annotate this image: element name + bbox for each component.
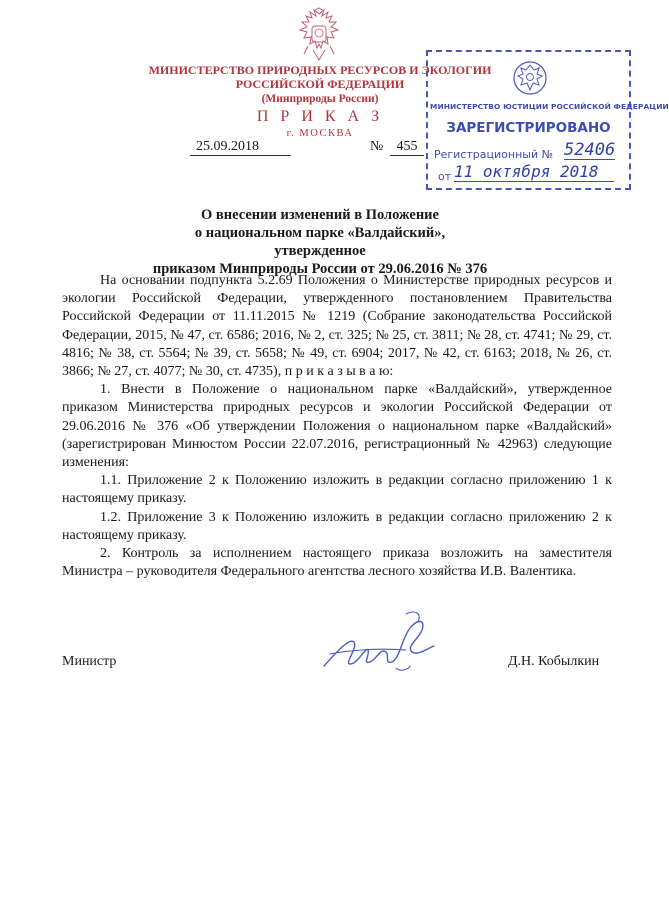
- stamp-coat-of-arms-icon: [512, 60, 548, 96]
- order-number-label: №: [370, 139, 384, 154]
- order-date: 25.09.2018: [190, 139, 291, 156]
- body-paragraph-item-2: 2. Контроль за исполнением настоящего приказа возложить на заместителя Министра – руководителя Федерального агентства лесного хозяйства И.В. Валентика.: [62, 546, 612, 580]
- order-number: 455: [390, 139, 424, 156]
- stamp-ministry-name: МИНИСТЕРСТВО ЮСТИЦИИ РОССИЙСКОЙ ФЕДЕРАЦИИ: [430, 102, 669, 111]
- stamp-reg-number: 52406: [564, 140, 616, 160]
- coat-of-arms-icon: [294, 8, 344, 62]
- body-paragraph-item-1: 1. Внести в Положение о национальном парке «Валдайский», утвержденное приказом Министерства природных ресурсов и экологии Российской Федерации от 29.06.2016 № 376 «Об утверждении Положения о национальном парке «Валдайский» (зарегистрирован Минюстом России 22.07.2016, регистрационный № 42963) следующие изменения:: [62, 382, 612, 471]
- ministry-name-line2: РОССИЙСКОЙ ФЕДЕРАЦИИ: [235, 77, 405, 91]
- document-heading: [150, 206, 490, 278]
- body-paragraph-item-1-2: 1.2. Приложение 3 к Положению изложить в редакции согласно приложению 2 к настоящему приказу.: [62, 509, 612, 543]
- document-type: П Р И К А З: [256, 108, 384, 125]
- handwritten-signature: [310, 608, 460, 683]
- ministry-name-line1: МИНИСТЕРСТВО ПРИРОДНЫХ РЕСУРСОВ И ЭКОЛОГИИ: [148, 63, 492, 77]
- stamp-registered-text: ЗАРЕГИСТРИРОВАНО: [446, 120, 611, 136]
- city: г. МОСКВА: [286, 128, 354, 139]
- stamp-reg-number-label: Регистрационный №: [434, 148, 554, 161]
- heading-line2: о национальном парке «Валдайский», утвержденное: [194, 225, 446, 259]
- signatory-name: Д.Н. Кобылкин: [508, 654, 600, 669]
- heading-line1: О внесении изменений в Положение: [201, 207, 439, 223]
- stamp-from-label: от: [438, 170, 452, 183]
- stamp-from-date: 11 октября 2018: [454, 163, 614, 182]
- body-paragraph-basis: На основании подпункта 5.2.69 Положения о Министерстве природных ресурсов и экологии Российской Федерации, утвержденного постановлением Правительства Российской Федерации от 11.11.2015 № 1219 (Собрание законодательства Российской Федерации, 2015, № 47, ст. 6586; 2016, № 2, ст. 325; № 25, ст. 3811; № 28, ст. 4741; № 29, ст. 4816; № 38, ст. 5564; № 39, ст. 5658; № 49, ст. 6904; 2017, № 42, ст. 6163; 2018, № 26, ст. 3866; № 27, ст. 4077; № 30, ст. 4735), п р и к а з ы в а ю:: [62, 273, 612, 380]
- ministry-short-name: (Минприроды России): [261, 93, 379, 105]
- signatory-position: Министр: [62, 654, 117, 669]
- heading-line3: приказом Минприроды России от 29.06.2016 № 376: [152, 261, 488, 277]
- registration-stamp: [426, 50, 669, 190]
- body-paragraph-item-1-1: 1.1. Приложение 2 к Положению изложить в редакции согласно приложению 1 к настоящему приказу.: [62, 473, 612, 507]
- document-body: [62, 272, 612, 581]
